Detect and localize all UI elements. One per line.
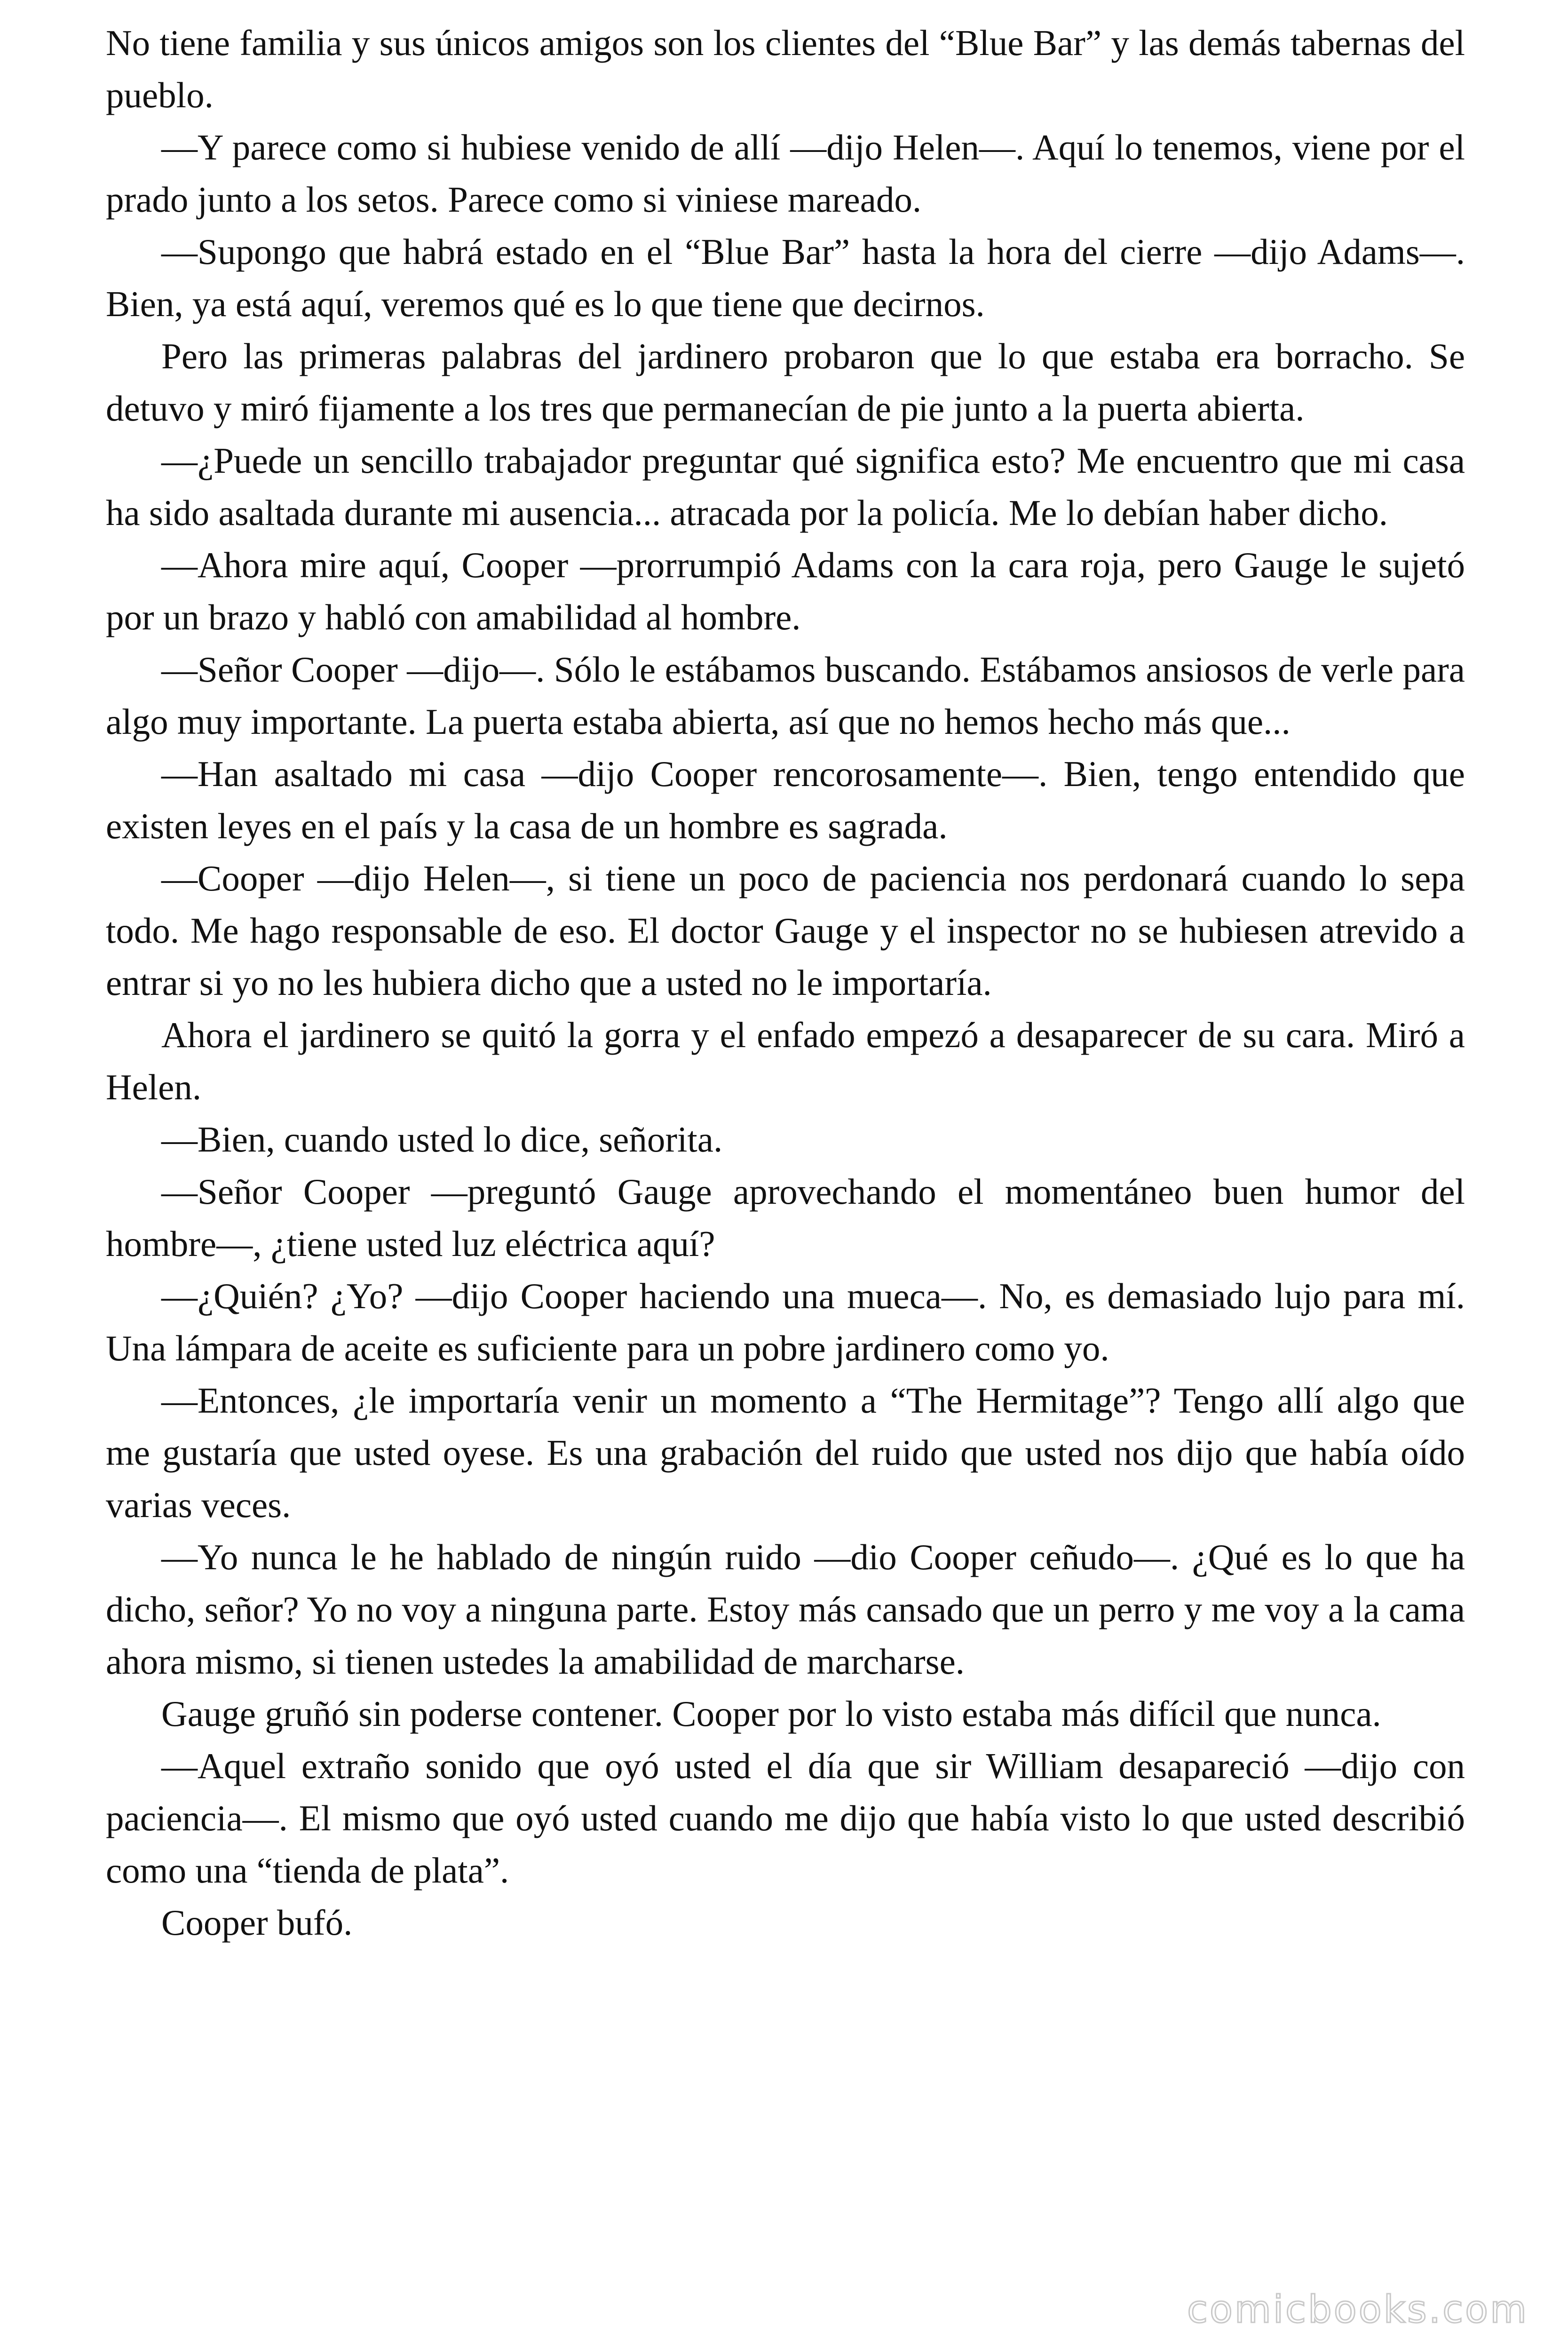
paragraph: —Ahora mire aquí, Cooper —prorrumpió Adams con la cara roja, pero Gauge le sujetó por un brazo y habló con amabilidad al hombre.: [106, 545, 1465, 637]
paragraph: No tiene familia y sus únicos amigos son los clientes del “Blue Bar” y las demás tabernas del pueblo.: [106, 23, 1465, 115]
paragraph: —¿Quién? ¿Yo? —dijo Cooper haciendo una mueca—. No, es demasiado lujo para mí. Una lámpara de aceite es suficiente para un pobre jardinero como yo.: [106, 1276, 1465, 1368]
paragraph: —Aquel extraño sonido que oyó usted el día que sir William desapareció —dijo con paciencia—. El mismo que oyó usted cuando me dijo que había visto lo que usted describió como una “tienda de plata”.: [106, 1746, 1465, 1891]
page-text: [106, 17, 1465, 1949]
paragraph: —Supongo que habrá estado en el “Blue Bar” hasta la hora del cierre —dijo Adams—. Bien, ya está aquí, veremos qué es lo que tiene que decirnos.: [106, 231, 1465, 324]
paragraph: —Yo nunca le he hablado de ningún ruido —dio Cooper ceñudo—. ¿Qué es lo que ha dicho, señor? Yo no voy a ninguna parte. Estoy más cansado que un perro y me voy a la cama ahora mismo, si tienen ustedes la amabilidad de marcharse.: [106, 1537, 1465, 1682]
paragraph: Ahora el jardinero se quitó la gorra y el enfado empezó a desaparecer de su cara. Miró a Helen.: [106, 1015, 1465, 1107]
paragraph: —Señor Cooper —preguntó Gauge aprovechando el momentáneo buen humor del hombre—, ¿tiene usted luz eléctrica aquí?: [106, 1171, 1465, 1264]
paragraph: Cooper bufó.: [161, 1902, 353, 1943]
paragraph: Gauge gruñó sin poderse contener. Cooper por lo visto estaba más difícil que nunca.: [161, 1693, 1381, 1734]
paragraph: —Cooper —dijo Helen—, si tiene un poco de paciencia nos perdonará cuando lo sepa todo. Me hago responsable de eso. El doctor Gauge y el inspector no se hubiesen atrevido a entrar si yo no les hubiera dicho que a usted no le importaría.: [106, 858, 1465, 1003]
paragraph: —Señor Cooper —dijo—. Sólo le estábamos buscando. Estábamos ansiosos de verle para algo muy importante. La puerta estaba abierta, así que no hemos hecho más que...: [106, 649, 1465, 742]
paragraph: Pero las primeras palabras del jardinero probaron que lo que estaba era borracho. Se detuvo y miró fijamente a los tres que permanecían de pie junto a la puerta abierta.: [106, 336, 1465, 429]
paragraph: —Bien, cuando usted lo dice, señorita.: [161, 1119, 723, 1160]
paragraph: —¿Puede un sencillo trabajador preguntar qué significa esto? Me encuentro que mi casa ha sido asaltada durante mi ausencia... atracada por la policía. Me lo debían haber dicho.: [106, 440, 1465, 533]
watermark: comicbooks.com: [1187, 2288, 1528, 2331]
paragraph: —Y parece como si hubiese venido de allí —dijo Helen—. Aquí lo tenemos, viene por el prado junto a los setos. Parece como si viniese mareado.: [106, 127, 1465, 220]
paragraph: —Entonces, ¿le importaría venir un momento a “The Hermitage”? Tengo allí algo que me gustaría que usted oyese. Es una grabación del ruido que usted nos dijo que había oído varias veces.: [106, 1380, 1465, 1525]
paragraph: —Han asaltado mi casa —dijo Cooper rencorosamente—. Bien, tengo entendido que existen leyes en el país y la casa de un hombre es sagrada.: [106, 754, 1465, 846]
